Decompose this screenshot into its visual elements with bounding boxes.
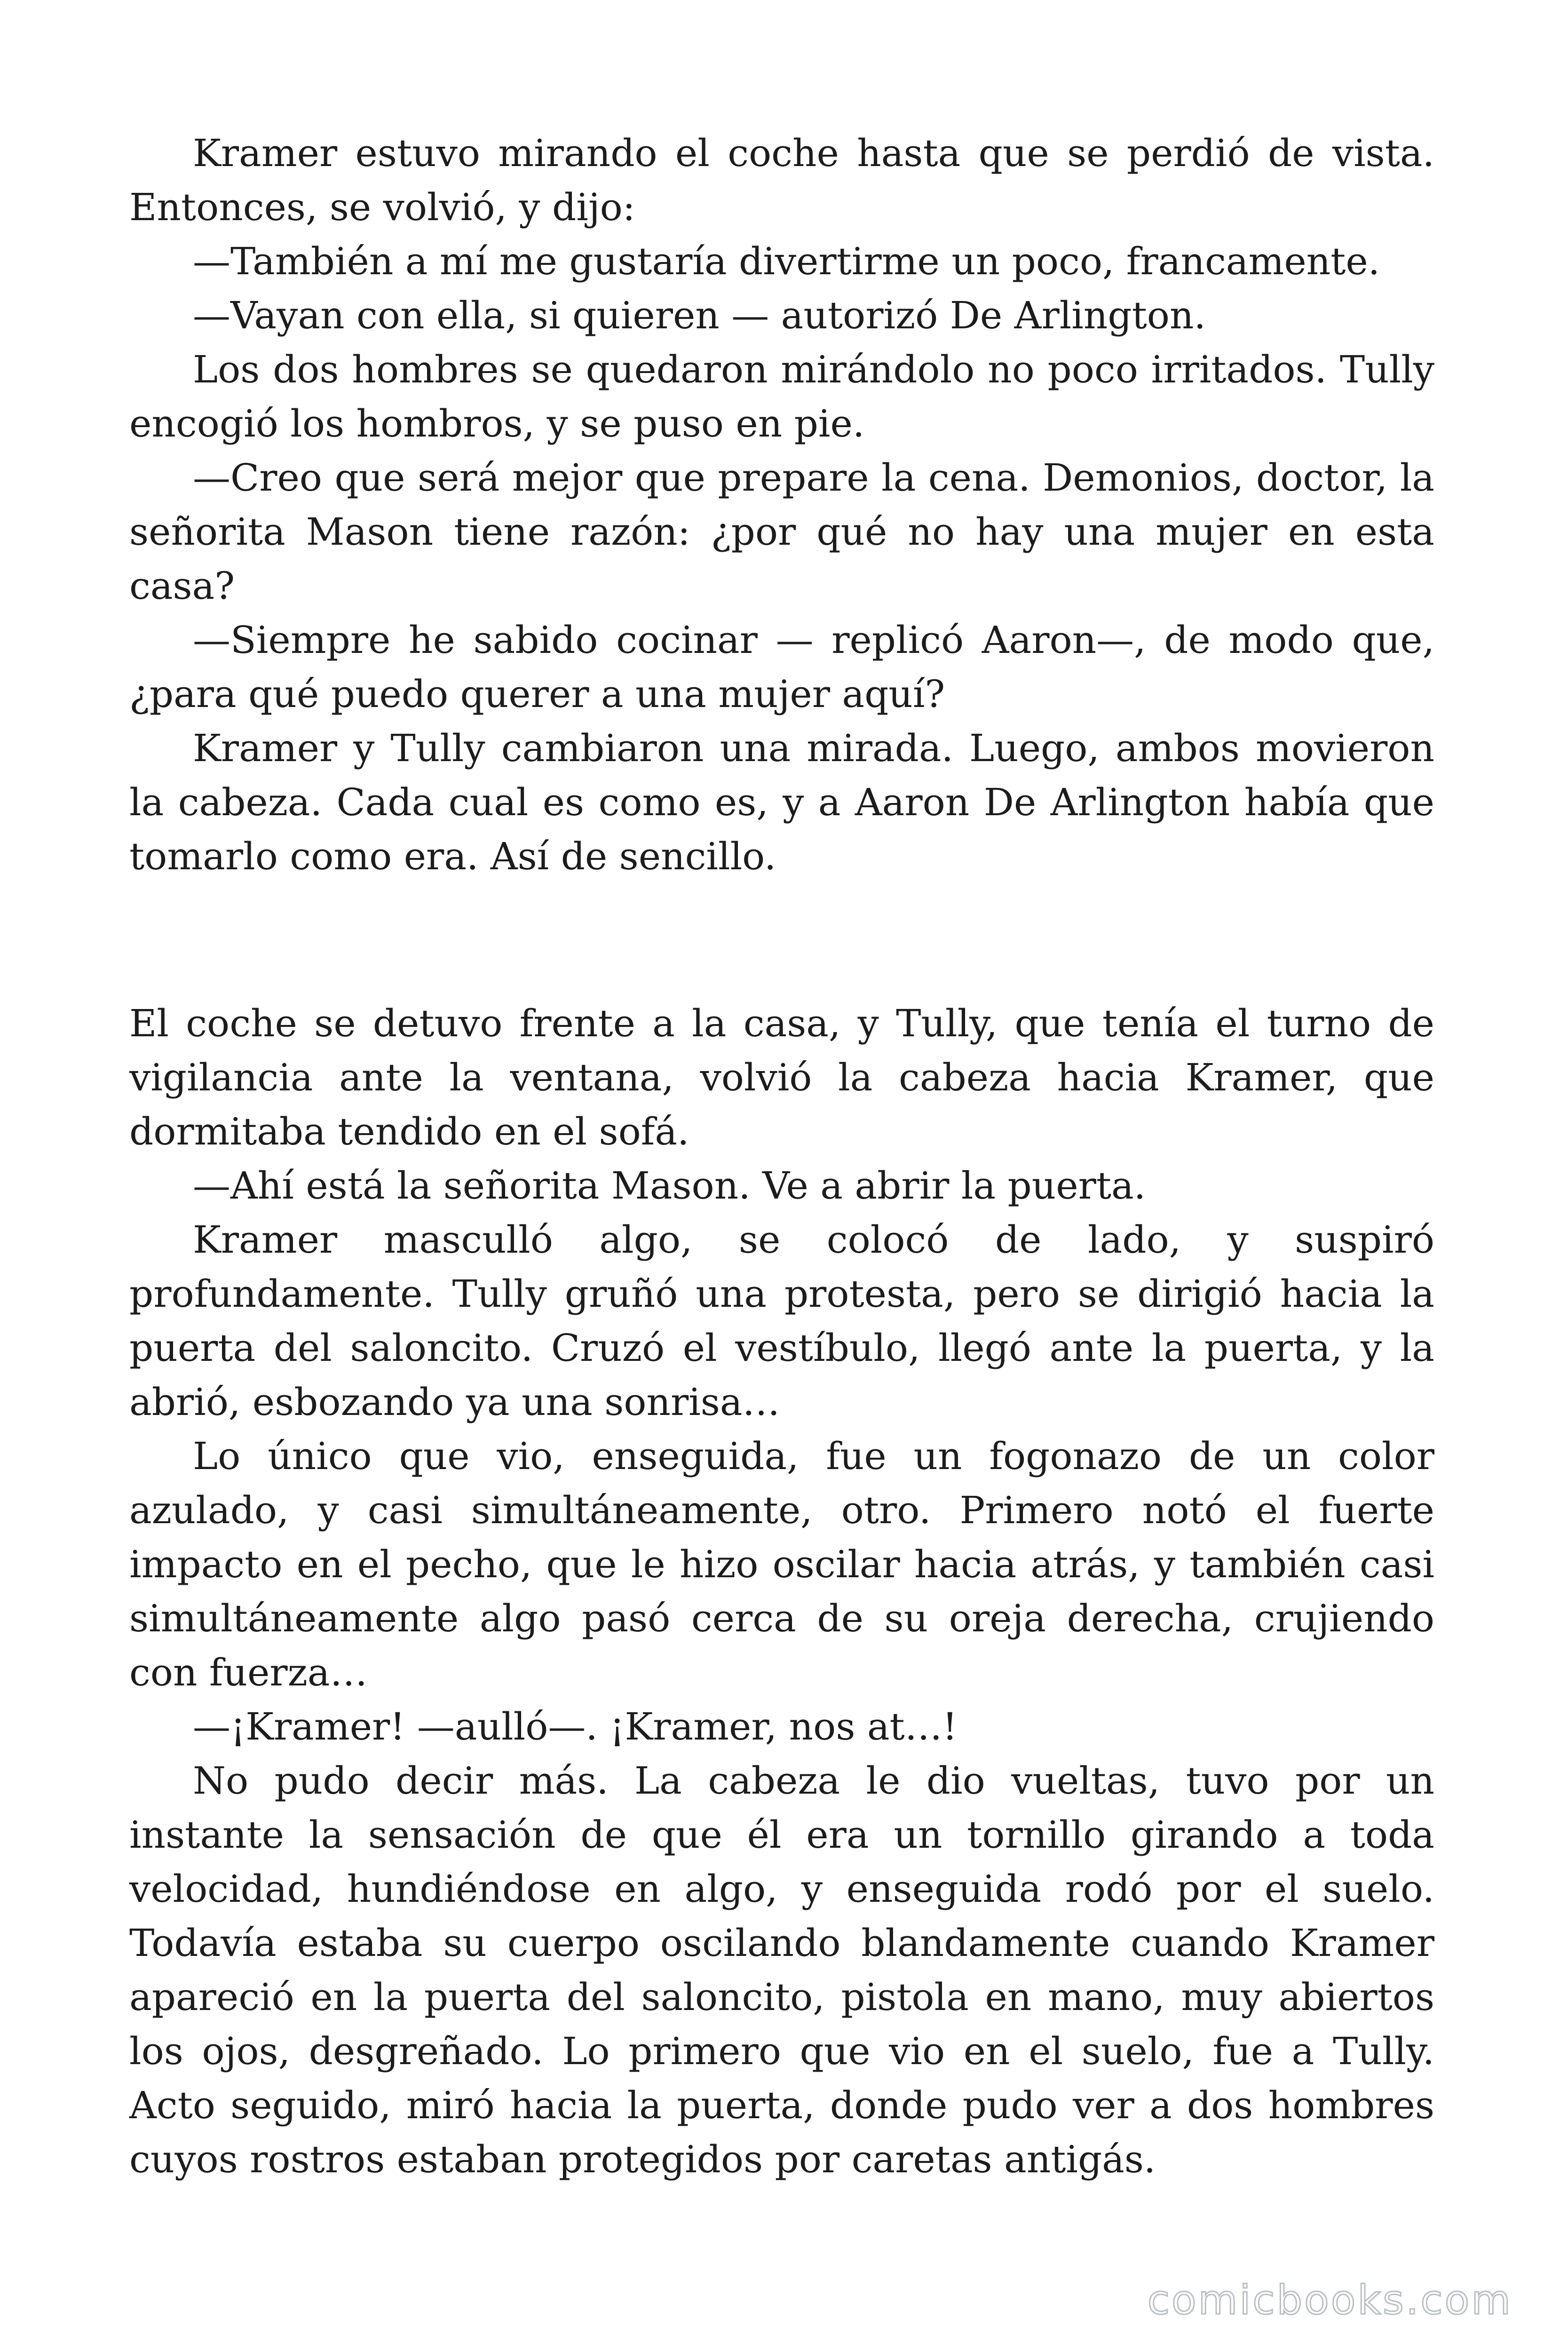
paragraph: Kramer masculló algo, se colocó de lado, y suspiró profundamente. Tully gruñó una protesta, pero se dirigió hacia la puerta del saloncito. Cruzó el vestíbulo, llegó ante la puerta, y la abrió, esbozando ya una sonrisa… <box>129 1218 1434 1424</box>
paragraph: El coche se detuvo frente a la casa, y Tully, que tenía el turno de vigilancia ante la ventana, volvió la cabeza hacia Kramer, que dormitaba tendido en el sofá. <box>129 1001 1434 1153</box>
paragraph: —¡Kramer! —aulló—. ¡Kramer, nos at…! <box>193 1705 958 1748</box>
paragraph: Lo único que vio, enseguida, fue un fogonazo de un color azulado, y casi simultáneamente, otro. Primero notó el fuerte impacto en el pecho, que le hizo oscilar hacia atrás, y también casi simultáneamente algo pasó cerca de su oreja derecha, crujiendo con fuerza… <box>129 1434 1434 1694</box>
paragraph: —Siempre he sabido cocinar — replicó Aaron—, de modo que, ¿para qué puedo querer a una mujer aquí? <box>129 618 1434 716</box>
text-section-1 <box>129 126 1434 883</box>
paragraph: No pudo decir más. La cabeza le dio vueltas, tuvo por un instante la sensación de que él era un tornillo girando a toda velocidad, hundiéndose en algo, y enseguida rodó por el suelo. Todavía estaba su cuerpo oscilando blandamente cuando Kramer apareció en la puerta del saloncito, pistola en mano, muy abiertos los ojos, desgreñado. Lo primero que vio en el suelo, fue a Tully. Acto seguido, miró hacia la puerta, donde pudo ver a dos hombres cuyos rostros estaban protegidos por caretas antigás. <box>129 1759 1434 2181</box>
paragraph: Los dos hombres se quedaron mirándolo no poco irritados. Tully encogió los hombros, y se puso en pie. <box>129 348 1434 445</box>
paragraph: —Ahí está la señorita Mason. Ve a abrir la puerta. <box>193 1164 1146 1208</box>
watermark: comicbooks.com <box>1147 2277 1513 2324</box>
paragraph: Kramer estuvo mirando el coche hasta que se perdió de vista. Entonces, se volvió, y dijo: <box>129 131 1434 229</box>
paragraph: Kramer y Tully cambiaron una mirada. Luego, ambos movieron la cabeza. Cada cual es como es, y a Aaron De Arlington había que tomarlo como era. Así de sencillo. <box>129 726 1434 878</box>
paragraph: —También a mí me gustaría divertirme un poco, francamente. <box>193 239 1380 283</box>
text-section-2 <box>129 996 1434 2186</box>
paragraph: —Creo que será mejor que prepare la cena. Demonios, doctor, la señorita Mason tiene razón: ¿por qué no hay una mujer en esta casa? <box>129 456 1434 608</box>
paragraph: —Vayan con ella, si quieren — autorizó De Arlington. <box>193 294 1206 337</box>
